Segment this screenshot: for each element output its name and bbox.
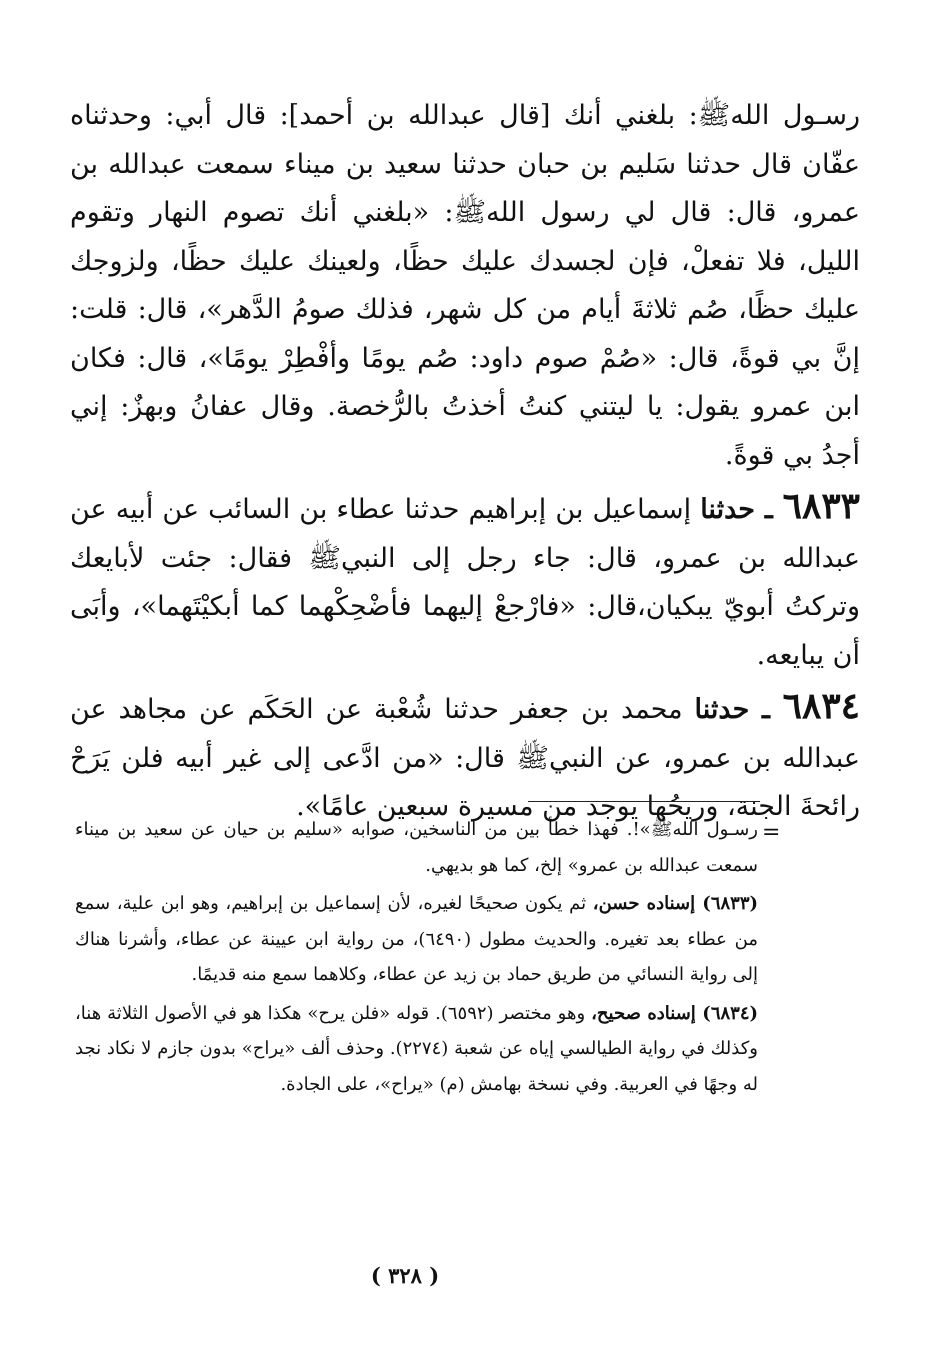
footnote-label: (٦٨٣٣) إسناده حسن، — [592, 893, 759, 914]
footnote-text: وهو مختصر (٦٥٩٢). قوله «فلن يرح» هكذا هو في الأصول الثلاثة هنا، وكذلك في رواية الطيالسي إياه عن شعبة (٢٢٧٤). وحذف ألف «يراح» بدون جازم لا نكاد نجد له وجهًا في العربية. وفي نسخة بهامش (م) «يراح»، على الجادة. — [75, 1002, 758, 1095]
hadith-text: محمد بن جعفر حدثنا شُعْبة عن الحَكَم عن مجاهد عن عبدالله بن عمرو، عن النبيﷺ قال: «من ادَّعى إلى غير أبيه فلن يَرَحْ رائحةَ الجنة، وريحُها يوجد من مسيرة سبعين عامًا». — [70, 694, 860, 822]
hadith-number: ٦٨٣٤ — [782, 685, 860, 727]
hadith-lead-word: حدثنا — [694, 694, 750, 725]
footnote-continuation-mark: = — [762, 820, 781, 845]
hadith-6832-continuation: رسـول اللهﷺ: بلغني أنك [قال عبدالله بن أحمد]: قال أبي: وحدثناه عفّان قال حدثنا سَليم بن حبان حدثنا سعيد بن ميناء سمعت عبدالله بن عمرو، قال: قال لي رسول اللهﷺ: «بلغني أنك تصوم النهار وتقوم الليل، فلا تفعلْ، فإن لجسدك عليك حظًا، ولعينك عليك حظًا، ولزوجك عليك حظًا، صُم ثلاثةَ أيام من كل شهر، فذلك صومُ الدَّهر»، قال: قلت: إنَّ بي قوةً، قال: «صُمْ صوم داود: صُم يومًا وأفْطِرْ يومًا»، قال: فكان ابن عمرو يقول: يا ليتني كنتُ أخذتُ بالرُّخصة. وقال عفانُ وبهزٌ: إني أجدُ بي قوةً. — [70, 100, 860, 471]
footnote-6833 — [75, 886, 758, 993]
hadith-6833 — [70, 482, 860, 680]
footnote-separator — [528, 801, 760, 802]
hadith-number: ٦٨٣٣ — [782, 485, 860, 527]
footnote-text: ثم يكون صحيحًا لغيره، لأن إسماعيل بن إبراهيم، وهو ابن علية، سمع من عطاء بعد تغيره. والحديث مطول (٦٤٩٠)، من رواية ابن عيينة عن عطاء، وأشرنا هناك إلى رواية النسائي من طريق حماد بن زيد عن عطاء، وكلاهما سمع منه قديمًا. — [75, 893, 759, 985]
footnote-continuation: رسـول اللهﷺ»!. فهذا خطأ بين من الناسخين، صوابه «سليم بن حيان عن سعيد بن ميناء سمعت عبدالله بن عمرو» إلخ، كما هو بديهي. — [75, 819, 758, 876]
hadith-dash: ـ — [749, 694, 783, 725]
hadith-6834 — [70, 682, 860, 832]
main-text-body — [70, 92, 860, 832]
hadith-text: إسماعيل بن إبراهيم حدثنا عطاء بن السائب عن أبيه عن عبدالله بن عمرو، قال: جاء رجل إلى النبيﷺ فقال: جئت لأبايعك وتركتُ أبويّ يبكيان،قال: «فارْجعْ إليهما فأضْحِكْهما كما أبكيْتَهما»، وأبَى أن يبايعه. — [70, 494, 860, 671]
hadith-lead-word: حدثنا — [700, 494, 755, 525]
footnote-label: (٦٨٣٤) إسناده صحيح، — [591, 1002, 759, 1024]
footnotes-section — [75, 812, 758, 1102]
hadith-dash: ـ — [754, 494, 783, 525]
footnote-6834 — [75, 996, 758, 1103]
page-number: ( ٣٢٨ ) — [370, 1263, 440, 1288]
